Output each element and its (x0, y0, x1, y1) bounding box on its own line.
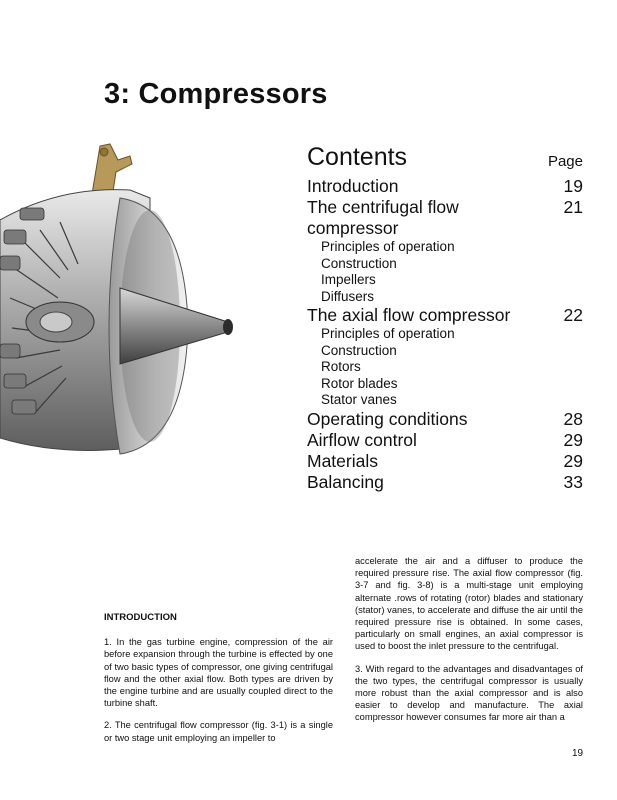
chapter-title: 3: Compressors (104, 78, 328, 110)
toc-entry-title: Operating conditions (307, 408, 468, 429)
toc-entry[interactable] (307, 451, 583, 472)
toc-entry-title-line: The centrifugal flow (307, 197, 459, 217)
toc-subentry[interactable]: Stator vanes (321, 392, 397, 407)
toc-subentry[interactable]: Impellers (321, 272, 376, 287)
toc-entry-page: 28 (563, 408, 583, 429)
toc-entry-page: 19 (563, 176, 583, 196)
toc-subentry[interactable]: Principles of operation (321, 239, 455, 254)
engine-cutaway-illustration (0, 138, 250, 478)
toc-entry-title (307, 197, 459, 239)
toc-entry[interactable] (307, 176, 583, 197)
body-column-right (355, 555, 583, 734)
body-paragraph: 1. In the gas turbine engine, compression of the air before expansion through the turbine is effected by one of two basic types of compressor, one giving centrifugal flow and the other axial flow. Both types are driven by the engine turbine and are usually coupled direct to the turbine shaft. (104, 637, 333, 709)
contents-title: Contents (307, 143, 408, 171)
toc-entry-title: Airflow control (307, 429, 417, 450)
toc-entry-title: Balancing (307, 471, 384, 492)
toc-entry-title: Introduction (307, 176, 399, 196)
toc-entry-page: 22 (563, 305, 583, 325)
toc-subentry[interactable]: Construction (321, 255, 397, 271)
toc-subentry[interactable]: Rotor blades (321, 375, 398, 391)
toc-entry[interactable] (307, 197, 583, 239)
body-paragraph: 2. The centrifugal flow compressor (fig. 3-1) is a single or two stage unit employing an impeller to (104, 720, 333, 743)
toc-entry-page: 21 (563, 197, 583, 217)
page-column-label: Page (547, 153, 583, 170)
toc-entry[interactable] (307, 472, 583, 493)
toc-subentry[interactable]: Principles of operation (321, 326, 455, 341)
contents-table (307, 140, 583, 493)
page-number: 19 (572, 748, 584, 759)
toc-entry-page: 29 (563, 429, 583, 450)
contents-header (307, 140, 583, 172)
toc-subentry[interactable]: Rotors (321, 359, 361, 374)
toc-entry[interactable] (307, 305, 583, 326)
toc-entry-title: Materials (307, 450, 378, 471)
toc-entry-page: 29 (563, 450, 583, 471)
section-heading: INTRODUCTION (104, 612, 177, 623)
toc-subentry[interactable]: Diffusers (321, 288, 375, 304)
toc-entry[interactable] (307, 430, 583, 451)
body-column-left (104, 612, 333, 754)
toc-entry-title: The axial flow compressor (307, 305, 511, 325)
toc-entry-title-line: compressor (307, 218, 399, 238)
toc-subentry[interactable]: Construction (321, 342, 397, 358)
body-paragraph: accelerate the air and a diffuser to produce the required pressure rise. The axial flow compressor (fig. 3-7 and fig. 3-8) is a multi-stage unit employing alternate .rows of rotating (rotor) blades and stationary (stator) vanes, to accelerate and diffuse the air until the required pressure rise is obtained. In some cases, particularly on small engines, an axial compressor is used to boost the inlet pressure to the centrifugal. (355, 556, 583, 652)
body-paragraph: 3. With regard to the advantages and disadvantages of the two types, the centrifugal compressor is usually more robust than the axial compressor and is also easier to develop and manufacture. The axial compressor however consumes far more air than a (355, 663, 583, 723)
toc-entry[interactable] (307, 409, 583, 430)
toc-entry-page: 33 (563, 471, 583, 492)
